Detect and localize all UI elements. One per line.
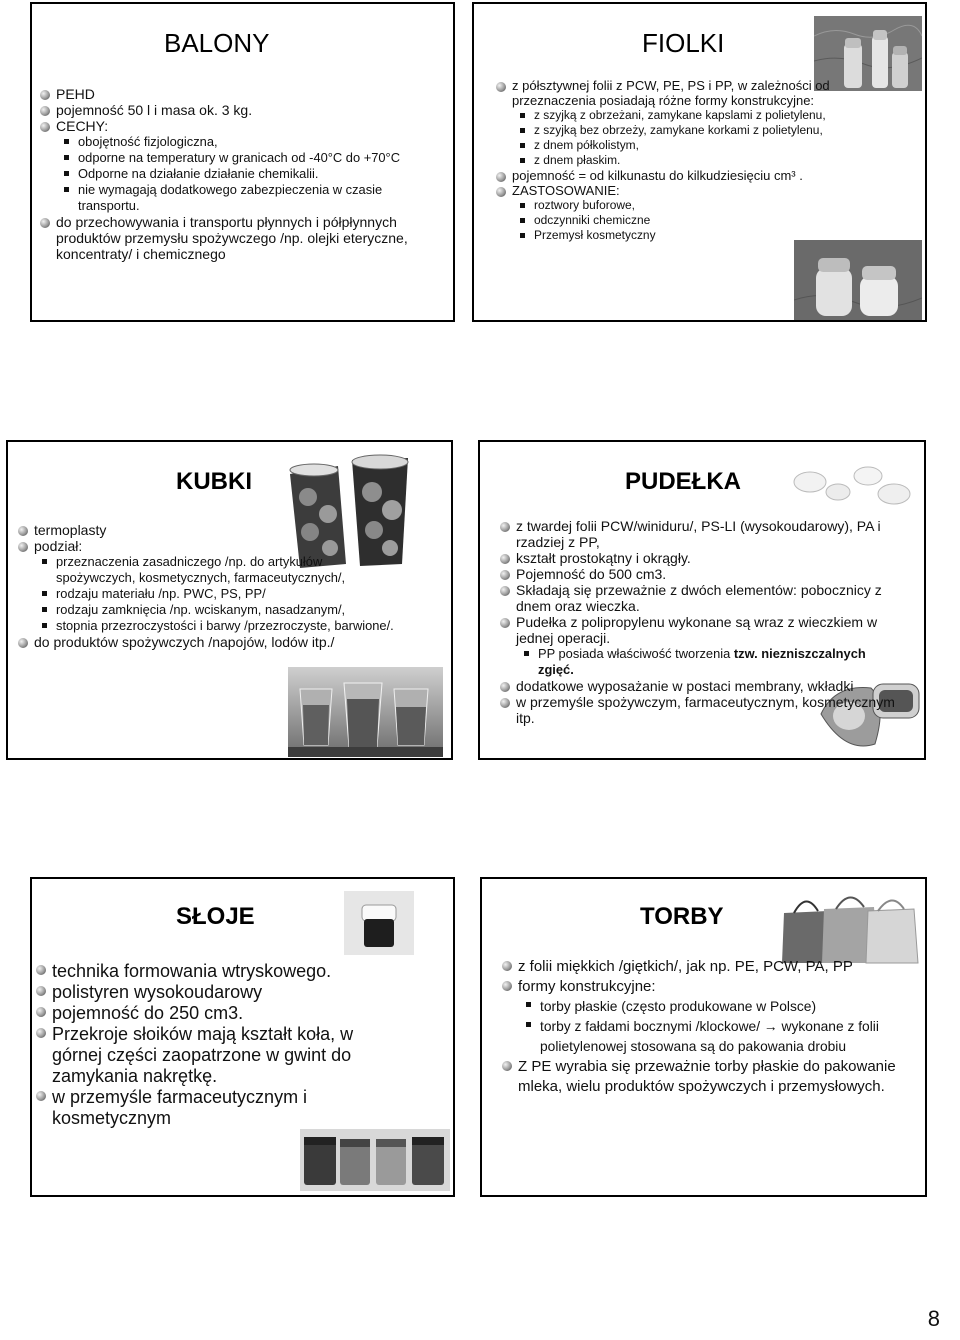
bullet-item bbox=[494, 168, 889, 183]
sub-bullet-text: torby płaskie (często produkowane w Polsce) bbox=[540, 999, 817, 1014]
bullet-item bbox=[16, 522, 396, 538]
sub-bullet-item bbox=[60, 134, 438, 150]
sub-bullet-item bbox=[38, 554, 396, 586]
bullet-item bbox=[34, 1003, 374, 1024]
sub-bullet-item bbox=[520, 646, 898, 678]
jar-photo bbox=[344, 891, 414, 955]
bullet-item bbox=[500, 1057, 900, 1097]
sub-bullet-text: roztwory buforowe, bbox=[534, 198, 635, 212]
bullet-list bbox=[34, 961, 374, 1129]
bullet-item bbox=[38, 86, 438, 102]
bullet-item bbox=[498, 614, 898, 646]
slide-title: SŁOJE bbox=[176, 903, 255, 930]
bullet-list bbox=[38, 86, 438, 262]
sub-bullet-text: z dnem płaskim. bbox=[534, 153, 621, 167]
bullet-text: do produktów spożywczych /napojów, lodów itp./ bbox=[34, 634, 335, 650]
sub-bullet-item bbox=[60, 182, 438, 214]
slide-title: KUBKI bbox=[176, 468, 252, 495]
sub-bullet-item bbox=[516, 213, 889, 228]
sub-bullet-item bbox=[60, 150, 438, 166]
sub-bullet-bold-text: tzw. niezniszczalnych zgięć. bbox=[538, 646, 866, 677]
bullet-text: technika formowania wtryskowego. bbox=[52, 961, 332, 981]
bullet-text: z półsztywnej folii z PCW, PE, PS i PP, w zależności od przeznaczenia posiadają różne formy konstrukcyjne: bbox=[512, 78, 830, 108]
bullet-item bbox=[498, 518, 898, 550]
sub-bullet-text: obojętność fizjologiczna, bbox=[78, 134, 218, 149]
bullet-text: podział: bbox=[34, 538, 83, 554]
bullet-text: polistyren wysokoudarowy bbox=[52, 982, 263, 1002]
bullet-list bbox=[494, 78, 889, 243]
bullet-item bbox=[34, 1024, 374, 1087]
jars-row-photo bbox=[300, 1129, 450, 1191]
bullet-text: pojemność do 250 cm3. bbox=[52, 1003, 244, 1023]
bullet-item bbox=[34, 1087, 374, 1129]
sub-bullet-text: odporne na temperatury w granicach od -40°C do +70°C bbox=[78, 150, 400, 165]
sub-bullet-item bbox=[516, 108, 889, 123]
sub-list-holder bbox=[494, 198, 889, 243]
sub-bullet-text: torby z fałdami bocznymi /klockowe/ → wykonane z folii polietylenowej stosowana są do pakowania drobiu bbox=[540, 1019, 879, 1054]
bullet-text: pojemność = od kilkunastu do kilkudziesięciu cm³ . bbox=[512, 168, 803, 183]
sub-list-holder bbox=[500, 997, 900, 1057]
slide-torby bbox=[480, 877, 927, 1197]
bullet-list bbox=[16, 522, 396, 650]
bullet-item bbox=[498, 694, 898, 726]
sub-bullet-text: z szyjką z obrzeżani, zamykane kapslami z polietylenu, bbox=[534, 108, 826, 122]
sub-bullet-text: z dnem półkolistym, bbox=[534, 138, 639, 152]
sub-bullet-item bbox=[516, 198, 889, 213]
bullet-text: CECHY: bbox=[56, 118, 109, 134]
sub-list-holder bbox=[16, 554, 396, 634]
bullet-item bbox=[38, 214, 438, 262]
sub-bullet-item bbox=[516, 123, 889, 138]
bullet-text: pojemność 50 l i masa ok. 3 kg. bbox=[56, 102, 253, 118]
bullet-item bbox=[34, 982, 374, 1003]
bullet-text: w przemyśle farmaceutycznym i kosmetycznym bbox=[52, 1087, 308, 1128]
sub-bullet-item bbox=[38, 618, 396, 634]
bags-photo bbox=[774, 887, 922, 965]
slide-kubki bbox=[6, 440, 453, 760]
bullet-text: termoplasty bbox=[34, 522, 107, 538]
sub-bullet-text: Przemysł kosmetyczny bbox=[534, 228, 656, 242]
sub-bullet-list bbox=[60, 134, 438, 214]
bullet-item bbox=[34, 961, 374, 982]
vials-photo-bottom bbox=[794, 240, 922, 320]
bullet-item bbox=[498, 566, 898, 582]
bullet-text: Składają się przeważnie z dwóch elementów: pobocznicy z dnem oraz wieczka. bbox=[516, 582, 882, 614]
bullet-text: ZASTOSOWANIE: bbox=[512, 183, 620, 198]
sub-bullet-item bbox=[60, 166, 438, 182]
bullet-text: z folii miękkich /giętkich/, jak np. PE, PCW, PA, PP bbox=[518, 958, 853, 975]
sub-list-holder bbox=[494, 108, 889, 168]
slide-title: TORBY bbox=[640, 903, 724, 930]
sub-bullet-text: odczynniki chemiczne bbox=[534, 213, 651, 227]
bullet-item bbox=[500, 957, 900, 977]
sub-bullet-list bbox=[522, 997, 900, 1057]
bullet-text: PEHD bbox=[56, 86, 95, 102]
bullet-text: w przemyśle spożywczym, farmaceutycznym, kosmetycznym itp. bbox=[516, 694, 895, 726]
slide-pudelka bbox=[478, 440, 926, 760]
sub-bullet-item bbox=[522, 1017, 900, 1057]
bullet-text: do przechowywania i transportu płynnych i półpłynnych produktów przemysłu spożywczego /np. olejki eteryczne, koncentraty/ i chemicznego bbox=[56, 214, 408, 262]
page-number: 8 bbox=[927, 1306, 940, 1331]
bullet-list bbox=[500, 957, 900, 1097]
bullet-text: formy konstrukcyjne: bbox=[518, 978, 656, 995]
sub-list-holder bbox=[38, 134, 438, 214]
bullet-text: Pojemność do 500 cm3. bbox=[516, 566, 667, 582]
sub-list-holder bbox=[498, 646, 898, 678]
sub-bullet-list bbox=[38, 554, 396, 634]
bullet-item bbox=[494, 183, 889, 198]
bullet-text: dodatkowe wyposażanie w postaci membrany, wkładki bbox=[516, 678, 854, 694]
sub-bullet-text: stopnia przezroczystości i barwy /przezroczyste, barwione/. bbox=[56, 618, 394, 633]
bullet-item bbox=[38, 118, 438, 134]
bullet-item bbox=[498, 550, 898, 566]
sub-bullet-text: rodzaju zamknięcia /np. wciskanym, nasadzanym/, bbox=[56, 602, 346, 617]
bullet-item bbox=[16, 538, 396, 554]
sub-bullet-item bbox=[522, 997, 900, 1017]
sub-bullet-item bbox=[516, 138, 889, 153]
bullet-item bbox=[500, 977, 900, 997]
bullet-text: kształt prostokątny i okrągły. bbox=[516, 550, 691, 566]
bullet-text: Pudełka z polipropylenu wykonane są wraz z wieczkiem w jednej operacji. bbox=[516, 614, 878, 646]
sub-bullet-item bbox=[516, 153, 889, 168]
sub-bullet-list bbox=[516, 108, 889, 168]
bullet-text: z twardej folii PCW/winiduru/, PS-LI (wysokoudarowy), PA i rzadziej z PP, bbox=[516, 518, 881, 550]
bullet-item bbox=[38, 102, 438, 118]
sub-bullet-text: z szyjką bez obrzeży, zamykane korkami z polietylenu, bbox=[534, 123, 823, 137]
sub-bullet-text: Odporne na działanie działanie chemikalii. bbox=[78, 166, 319, 181]
sub-bullet-list bbox=[520, 646, 898, 678]
bullet-text: Z PE wyrabia się przeważnie torby płaskie do pakowanie mleka, wielu produktów spożywczych i przemysłowych. bbox=[518, 1058, 896, 1095]
bullet-list bbox=[498, 518, 898, 726]
sub-bullet-item bbox=[38, 586, 396, 602]
containers-photo-top bbox=[790, 462, 920, 512]
bullet-item bbox=[16, 634, 396, 650]
slide-balony bbox=[30, 2, 455, 322]
bullet-item bbox=[498, 582, 898, 614]
sub-bullet-item bbox=[38, 602, 396, 618]
slide-sloje bbox=[30, 877, 455, 1197]
bullet-text: Przekroje słoików mają kształt koła, w górnej części zaopatrzone w gwint do zamykania nakrętkę. bbox=[52, 1024, 354, 1086]
slide-title: FIOLKI bbox=[642, 28, 725, 58]
sub-bullet-text: nie wymagają dodatkowego zabezpieczenia w czasie transportu. bbox=[78, 182, 383, 213]
glasses-photo bbox=[288, 667, 443, 757]
sub-bullet-text: rodzaju materiału /np. PWC, PS, PP/ bbox=[56, 586, 266, 601]
slide-title: PUDEŁKA bbox=[625, 468, 742, 495]
slide-title: BALONY bbox=[164, 28, 270, 58]
sub-bullet-item bbox=[516, 228, 889, 243]
sub-bullet-text: przeznaczenia zasadniczego /np. do artykułów spożywczych, kosmetycznych, farmaceutycznych/, bbox=[56, 554, 346, 585]
sub-bullet-text: PP posiada właściwość tworzenia bbox=[538, 646, 734, 661]
sub-bullet-list bbox=[516, 198, 889, 243]
slide-fiolki bbox=[472, 2, 927, 322]
bullet-item bbox=[498, 678, 898, 694]
bullet-item bbox=[494, 78, 889, 108]
